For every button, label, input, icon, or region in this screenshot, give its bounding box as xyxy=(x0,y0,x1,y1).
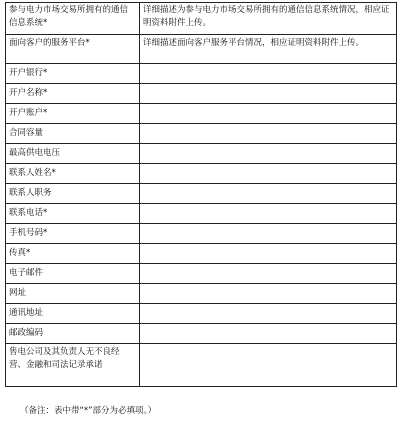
registration-form-table xyxy=(5,2,397,387)
row-value[interactable] xyxy=(140,184,397,204)
row-label: 联系人职务 xyxy=(6,184,140,204)
row-label: 传真* xyxy=(6,244,140,264)
row-label: 联系电话* xyxy=(6,204,140,224)
row-label: 开户名称* xyxy=(6,84,140,104)
table-row xyxy=(6,204,397,224)
row-value[interactable] xyxy=(140,244,397,264)
row-label: 参与电力市场交易所拥有的通信信息系统* xyxy=(6,3,140,35)
table-row xyxy=(6,124,397,144)
row-label: 电子邮件 xyxy=(6,264,140,284)
table-row xyxy=(6,244,397,264)
row-label: 最高供电电压 xyxy=(6,144,140,164)
footnote: （备注：表中带“*”部分为必填项。） xyxy=(20,406,157,416)
row-label: 售电公司及其负责人无不良经营、金融和司法记录承诺 xyxy=(6,344,140,387)
table-row xyxy=(6,164,397,184)
row-label: 联系人姓名* xyxy=(6,164,140,184)
row-label: 面向客户的服务平台* xyxy=(6,35,140,64)
table-row xyxy=(6,264,397,284)
row-value: 详细描述为参与电力市场交易所拥有的通信信息系统情况，相应证明资料附件上传。 xyxy=(140,3,397,35)
row-value[interactable] xyxy=(140,204,397,224)
row-value[interactable] xyxy=(140,304,397,324)
row-value[interactable] xyxy=(140,284,397,304)
row-label: 合同容量 xyxy=(6,124,140,144)
table-row xyxy=(6,304,397,324)
table-row xyxy=(6,3,397,35)
table-row xyxy=(6,104,397,124)
row-label: 手机号码* xyxy=(6,224,140,244)
table-row xyxy=(6,184,397,204)
row-value[interactable] xyxy=(140,324,397,344)
table-row xyxy=(6,144,397,164)
row-value: 详细描述面向客户服务平台情况，相应证明资料附件上传。 xyxy=(140,35,397,64)
row-value[interactable] xyxy=(140,224,397,244)
row-label: 开户账户* xyxy=(6,104,140,124)
row-label: 邮政编码 xyxy=(6,324,140,344)
table-row xyxy=(6,284,397,304)
table-row xyxy=(6,35,397,64)
row-value[interactable] xyxy=(140,144,397,164)
row-value[interactable] xyxy=(140,124,397,144)
row-label: 网址 xyxy=(6,284,140,304)
table-row xyxy=(6,64,397,84)
table-row xyxy=(6,344,397,387)
row-label: 开户银行* xyxy=(6,64,140,84)
table-row xyxy=(6,324,397,344)
row-value[interactable] xyxy=(140,64,397,84)
row-value[interactable] xyxy=(140,84,397,104)
row-value[interactable] xyxy=(140,344,397,387)
row-value[interactable] xyxy=(140,104,397,124)
row-value[interactable] xyxy=(140,264,397,284)
row-value[interactable] xyxy=(140,164,397,184)
row-label: 通讯地址 xyxy=(6,304,140,324)
table-row xyxy=(6,84,397,104)
table-row xyxy=(6,224,397,244)
